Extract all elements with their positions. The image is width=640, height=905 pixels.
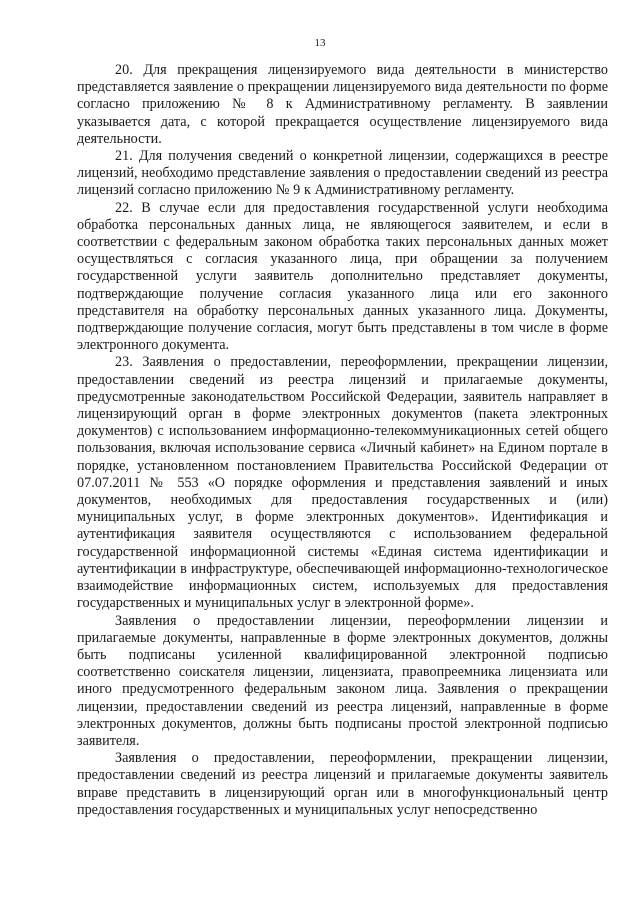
page-number: 13: [314, 37, 326, 49]
paragraph-23-signatures: Заявления о предоставлении лицензии, переоформлении лицензии и прилагаемые документы, направленные в форме электронных документов, должны быть подписаны усиленной квалифицированной электронной подписью соответственно соискателя лицензии, лицензиата, правопреемника лицензиата или иного предусмотренного федеральным законом лица. Заявления о прекращении лицензии, предоставлении сведений из реестра лицензий, направленные в форме электронных документов, должны быть подписаны простой электронной подписью заявителя.: [77, 612, 608, 749]
document-body: [77, 62, 608, 819]
paragraph-21: 21. Для получения сведений о конкретной лицензии, содержащихся в реестре лицензий, необходимо представление заявления о предоставлении сведений из реестра лицензий согласно приложению № 9 к Административному регламенту.: [77, 148, 608, 199]
paragraph-20: 20. Для прекращения лицензируемого вида деятельности в министерство представляется заявление о прекращении лицензируемого вида деятельности по форме согласно приложению № 8 к Административному регламенту. В заявлении указывается дата, с которой прекращается осуществление лицензируемого вида деятельности.: [77, 62, 608, 147]
paragraph-22: 22. В случае если для предоставления государственной услуги необходима обработка персональных данных лица, не являющегося заявителем, и если в соответствии с федеральным законом обработка таких персональных данных может осуществляться с согласия указанного лица, при обращении за получением государственной услуги заявитель дополнительно представляет документы, подтверждающие получение согласия указанного лица или его законного представителя на обработку персональных данных указанного лица. Документы, подтверждающие получение согласия, могут быть представлены в том числе в форме электронного документа.: [77, 199, 608, 354]
paragraph-23-submission: Заявления о предоставлении, переоформлении, прекращении лицензии, предоставлении сведений из реестра лицензий и прилагаемые документы заявитель вправе представить в лицензирующий орган или в многофункциональный центр предоставления государственных и муниципальных услуг непосредственно: [77, 750, 608, 818]
paragraph-23: 23. Заявления о предоставлении, переоформлении, прекращении лицензии, предоставлении сведений из реестра лицензий и прилагаемые документы, предусмотренные законодательством Российской Федерации, заявитель направляет в лицензирующий орган в форме электронных документов (пакета электронных документов) с использованием информационно-телекоммуникационных сетей общего пользования, включая использование сервиса «Личный кабинет» на Едином портале в порядке, установленном постановлением Правительства Российской Федерации от 07.07.2011 № 553 «О порядке оформления и представления заявлений и иных документов, необходимых для предоставления государственных и (или) муниципальных услуг, в форме электронных документов». Идентификация и аутентификация заявителя осуществляются с использованием федеральной государственной информационной системы «Единая система идентификации и аутентификации в инфраструктуре, обеспечивающей информационно-технологическое взаимодействие информационных систем, используемых для предоставления государственных и муниципальных услуг в электронной форме».: [77, 354, 608, 612]
